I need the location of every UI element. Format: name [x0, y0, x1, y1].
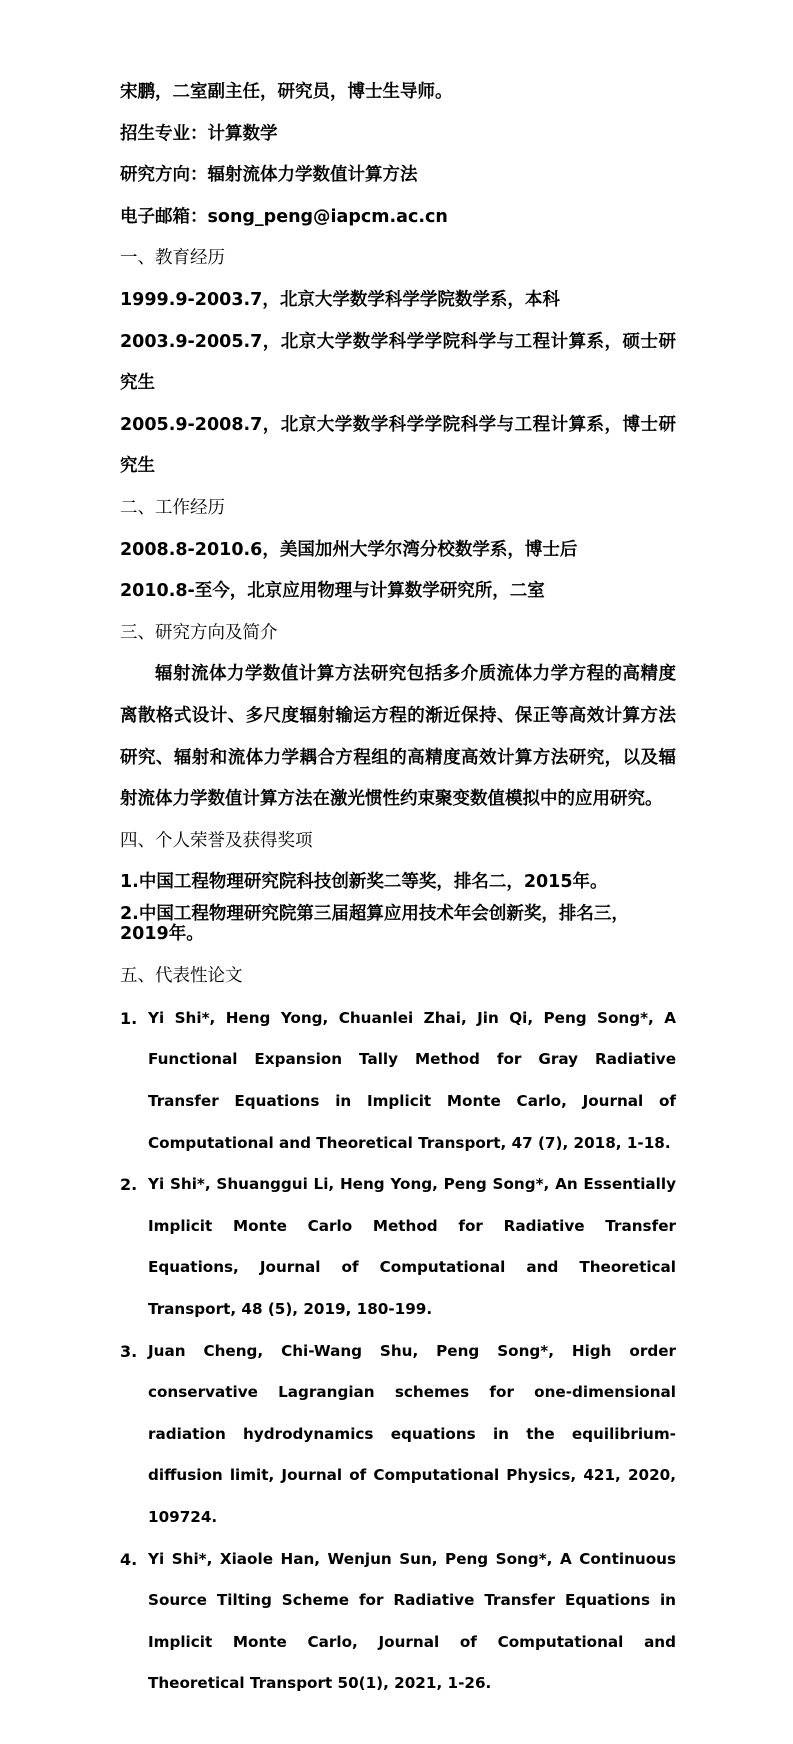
- intro-line: 宋鹏，二室副主任，研究员，博士生导师。: [120, 82, 453, 102]
- paper-item: [120, 998, 676, 1164]
- paper-number: 1.: [120, 1008, 138, 1028]
- paper-number: 3.: [120, 1341, 138, 1361]
- paper-citation: Juan Cheng, Chi-Wang Shu, Peng Song*, High order conservative Lagrangian schemes for one-dimensional radiation hydrodynamics equations in the equilibrium-diffusion limit, Journal of Computational Physics, 421, 2020, 109724.: [148, 1341, 676, 1526]
- education-item: 2005.9-2008.7，北京大学数学科学学院科学与工程计算系，博士研究生: [120, 414, 676, 477]
- work-item: 2010.8-至今，北京应用物理与计算数学研究所，二室: [120, 581, 545, 602]
- honors-heading: 四、个人荣誉及获得奖项: [120, 830, 313, 851]
- papers-heading: 五、代表性论文: [120, 966, 243, 987]
- research-direction-line: 研究方向：辐射流体力学数值计算方法: [120, 165, 418, 186]
- work-item: 2008.8-2010.6，美国加州大学尔湾分校数学系，博士后: [120, 539, 578, 560]
- honor-item: 1.中国工程物理研究院科技创新奖二等奖，排名二，2015年。: [120, 872, 608, 893]
- paper-item: [120, 1539, 676, 1705]
- paper-citation: Yi Shi*, Heng Yong, Chuanlei Zhai, Jin Qi, Peng Song*, A Functional Expansion Tally Method for Gray Radiative Transfer Equations in Implicit Monte Carlo, Journal of Computational and Theoretical Transport, 47 (7), 2018, 1-18.: [148, 1008, 676, 1152]
- paper-citation: Yi Shi*, Shuanggui Li, Heng Yong, Peng Song*, An Essentially Implicit Monte Carlo Method for Radiative Transfer Equations, Journal of Computational and Theoretical Transport, 48 (5), 2019, 180-199.: [148, 1175, 676, 1319]
- papers-list: [120, 998, 676, 1705]
- paper-item: [120, 1331, 676, 1539]
- education-item: 1999.9-2003.7，北京大学数学科学学院数学系，本科: [120, 289, 560, 310]
- paper-citation: Yi Shi*, Xiaole Han, Wenjun Sun, Peng Song*, A Continuous Source Tilting Scheme for Radiative Transfer Equations in Implicit Monte Carlo, Journal of Computational and Theoretical Transport 50(1), 2021, 1-26.: [148, 1549, 676, 1693]
- paper-number: 2.: [120, 1175, 138, 1195]
- work-heading: 二、工作经历: [120, 497, 225, 518]
- education-heading: 一、教育经历: [120, 248, 225, 269]
- education-item: 2003.9-2005.7，北京大学数学科学学院科学与工程计算系，硕士研究生: [120, 331, 676, 394]
- paper-number: 4.: [120, 1549, 138, 1569]
- email-line: 电子邮箱：song_peng@iapcm.ac.cn: [120, 206, 448, 227]
- honor-item: 2.中国工程物理研究院第三届超算应用技术年会创新奖，排名三，2019年。: [120, 904, 629, 945]
- major-line: 招生专业：计算数学: [120, 123, 278, 144]
- research-paragraph: 辐射流体力学数值计算方法研究包括多介质流体力学方程的高精度离散格式设计、多尺度辐射输运方程的渐近保持、保正等高效计算方法研究、辐射和流体力学耦合方程组的高精度高效计算方法研究，以及辐射流体力学数值计算方法在激光惯性约束聚变数值模拟中的应用研究。: [120, 664, 676, 810]
- research-heading: 三、研究方向及简介: [120, 622, 278, 643]
- document-page: [120, 72, 676, 1705]
- paper-item: [120, 1164, 676, 1330]
